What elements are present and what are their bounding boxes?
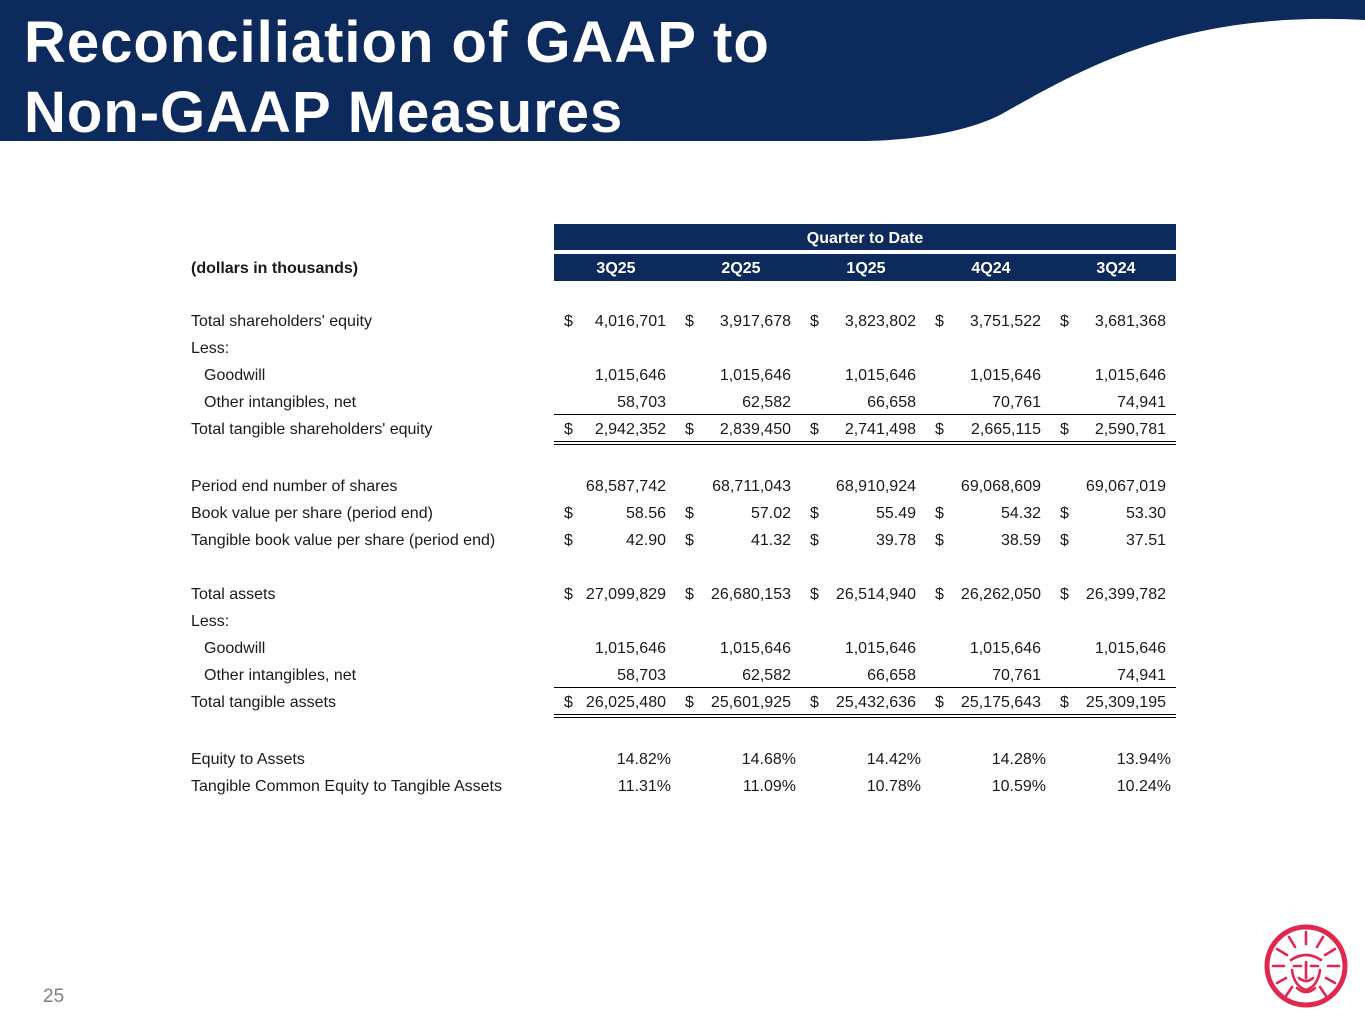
cell-value: 26,514,940	[835, 586, 916, 603]
period-header: 3Q25	[596, 260, 636, 277]
currency-symbol: $	[1060, 586, 1069, 603]
table-row	[190, 527, 1180, 554]
cell-value: 2,839,450	[719, 421, 791, 438]
row-label: Equity to Assets	[191, 751, 305, 768]
cell-value: 14.82%	[616, 751, 671, 768]
table-row	[190, 689, 1180, 716]
period-header-row	[190, 254, 1180, 281]
cell-value: 25,601,925	[710, 694, 791, 711]
currency-symbol: $	[935, 421, 944, 438]
period-header: 1Q25	[846, 260, 886, 277]
row-label: Book value per share (period end)	[191, 505, 433, 522]
cell-value: 41.32	[750, 532, 791, 549]
cell-value: 70,761	[992, 667, 1041, 684]
cell-value: 27,099,829	[585, 586, 666, 603]
row-label: Tangible Common Equity to Tangible Assets	[191, 778, 502, 795]
quarter-to-date-header: Quarter to Date	[554, 224, 1176, 250]
cell-value: 1,015,646	[594, 640, 666, 657]
cell-value: 58,703	[617, 394, 666, 411]
cell-value: 25,175,643	[960, 694, 1041, 711]
slide-title	[24, 8, 770, 148]
cell-value: 42.90	[625, 532, 666, 549]
cell-value: 1,015,646	[719, 640, 791, 657]
total-double-rule	[554, 441, 1176, 445]
currency-symbol: $	[810, 586, 819, 603]
cell-value: 13.94%	[1116, 751, 1171, 768]
currency-symbol: $	[685, 586, 694, 603]
cell-value: 39.78	[875, 532, 916, 549]
currency-symbol: $	[810, 694, 819, 711]
cell-value: 4,016,701	[594, 313, 666, 330]
currency-symbol: $	[564, 313, 573, 330]
cell-value: 14.42%	[866, 751, 921, 768]
table-row	[190, 773, 1180, 800]
period-header: 2Q25	[721, 260, 761, 277]
row-label: Goodwill	[204, 640, 266, 657]
row-label: Other intangibles, net	[204, 667, 357, 684]
currency-symbol: $	[810, 532, 819, 549]
cell-value: 1,015,646	[969, 640, 1041, 657]
cell-value: 10.59%	[991, 778, 1046, 795]
table-row	[190, 335, 1180, 362]
cell-value: 1,015,646	[1094, 367, 1166, 384]
cell-value: 2,741,498	[844, 421, 916, 438]
cell-value: 26,680,153	[710, 586, 791, 603]
cell-value: 3,751,522	[969, 313, 1041, 330]
table-row	[190, 500, 1180, 527]
table-row	[190, 635, 1180, 662]
cell-value: 38.59	[1000, 532, 1041, 549]
table-row	[190, 362, 1180, 389]
cell-value: 25,309,195	[1085, 694, 1166, 711]
table-row	[190, 308, 1180, 335]
cell-value: 2,665,115	[971, 421, 1041, 438]
table-row	[190, 746, 1180, 773]
currency-symbol: $	[564, 694, 573, 711]
cell-value: 70,761	[992, 394, 1041, 411]
currency-symbol: $	[564, 532, 573, 549]
period-header-bar	[554, 254, 1176, 281]
row-label: Total shareholders' equity	[191, 313, 372, 330]
currency-symbol: $	[810, 505, 819, 522]
units-label: (dollars in thousands)	[191, 260, 359, 277]
cell-value: 1,015,646	[1094, 640, 1166, 657]
cell-value: 1,015,646	[844, 640, 916, 657]
cell-value: 53.30	[1125, 505, 1166, 522]
cell-value: 74,941	[1117, 394, 1166, 411]
cell-value: 54.32	[1000, 505, 1041, 522]
cell-value: 2,942,352	[594, 421, 666, 438]
currency-symbol: $	[935, 586, 944, 603]
row-label: Total assets	[191, 586, 276, 603]
cell-value: 10.78%	[866, 778, 921, 795]
currency-symbol: $	[810, 421, 819, 438]
row-label: Total tangible shareholders' equity	[191, 421, 433, 438]
cell-value: 69,067,019	[1085, 478, 1166, 495]
cell-value: 37.51	[1125, 532, 1166, 549]
period-header: 4Q24	[971, 260, 1011, 277]
cell-value: 2,590,781	[1094, 421, 1166, 438]
cell-value: 26,399,782	[1085, 586, 1166, 603]
subtotal-rule	[554, 687, 1176, 688]
subtotal-rule	[554, 414, 1176, 415]
cell-value: 74,941	[1117, 667, 1166, 684]
page-number: 25	[43, 986, 65, 1007]
table-row	[190, 416, 1180, 443]
cell-value: 66,658	[867, 394, 916, 411]
cell-value: 11.09%	[742, 778, 796, 795]
row-label: Period end number of shares	[191, 478, 398, 495]
currency-symbol: $	[564, 505, 573, 522]
cell-value: 1,015,646	[594, 367, 666, 384]
cell-value: 55.49	[875, 505, 916, 522]
currency-symbol: $	[935, 532, 944, 549]
cell-value: 68,587,742	[585, 478, 666, 495]
currency-symbol: $	[1060, 694, 1069, 711]
cell-value: 1,015,646	[844, 367, 916, 384]
cell-value: 14.28%	[991, 751, 1046, 768]
cell-value: 26,262,050	[960, 586, 1041, 603]
currency-symbol: $	[564, 421, 573, 438]
cell-value: 3,823,802	[844, 313, 916, 330]
cell-value: 14.68%	[741, 751, 796, 768]
cell-value: 26,025,480	[585, 694, 666, 711]
row-label: Total tangible assets	[191, 694, 336, 711]
table-row	[190, 581, 1180, 608]
lion-head-icon	[1264, 924, 1348, 1008]
currency-symbol: $	[685, 694, 694, 711]
cell-value: 11.31%	[617, 778, 671, 795]
currency-symbol: $	[685, 532, 694, 549]
currency-symbol: $	[1060, 505, 1069, 522]
currency-symbol: $	[935, 505, 944, 522]
currency-symbol: $	[685, 421, 694, 438]
table-row	[190, 473, 1180, 500]
cell-value: 58.56	[625, 505, 666, 522]
row-label: Tangible book value per share (period end)	[191, 532, 496, 549]
cell-value: 68,910,924	[835, 478, 916, 495]
row-label: Less:	[191, 613, 230, 630]
cell-value: 57.02	[750, 505, 791, 522]
cell-value: 3,681,368	[1094, 313, 1166, 330]
period-header: 3Q24	[1096, 260, 1136, 277]
currency-symbol: $	[935, 694, 944, 711]
currency-symbol: $	[1060, 532, 1069, 549]
cell-value: 25,432,636	[835, 694, 916, 711]
currency-symbol: $	[810, 313, 819, 330]
currency-symbol: $	[685, 313, 694, 330]
cell-value: 10.24%	[1116, 778, 1171, 795]
total-double-rule	[554, 714, 1176, 718]
currency-symbol: $	[685, 505, 694, 522]
table-row	[190, 608, 1180, 635]
title-line-1: Reconciliation of GAAP to	[24, 10, 770, 75]
cell-value: 66,658	[867, 667, 916, 684]
currency-symbol: $	[1060, 313, 1069, 330]
row-label: Goodwill	[204, 367, 266, 384]
cell-value: 1,015,646	[719, 367, 791, 384]
row-label: Less:	[191, 340, 230, 357]
cell-value: 58,703	[617, 667, 666, 684]
currency-symbol: $	[1060, 421, 1069, 438]
cell-value: 69,068,609	[960, 478, 1041, 495]
row-label: Other intangibles, net	[204, 394, 357, 411]
currency-symbol: $	[935, 313, 944, 330]
cell-value: 68,711,043	[712, 478, 791, 495]
cell-value: 62,582	[742, 394, 791, 411]
title-line-2: Non-GAAP Measures	[24, 80, 624, 145]
table-row	[190, 389, 1180, 416]
cell-value: 1,015,646	[969, 367, 1041, 384]
table-row	[190, 662, 1180, 689]
currency-symbol: $	[564, 586, 573, 603]
cell-value: 3,917,678	[719, 313, 791, 330]
cell-value: 62,582	[742, 667, 791, 684]
